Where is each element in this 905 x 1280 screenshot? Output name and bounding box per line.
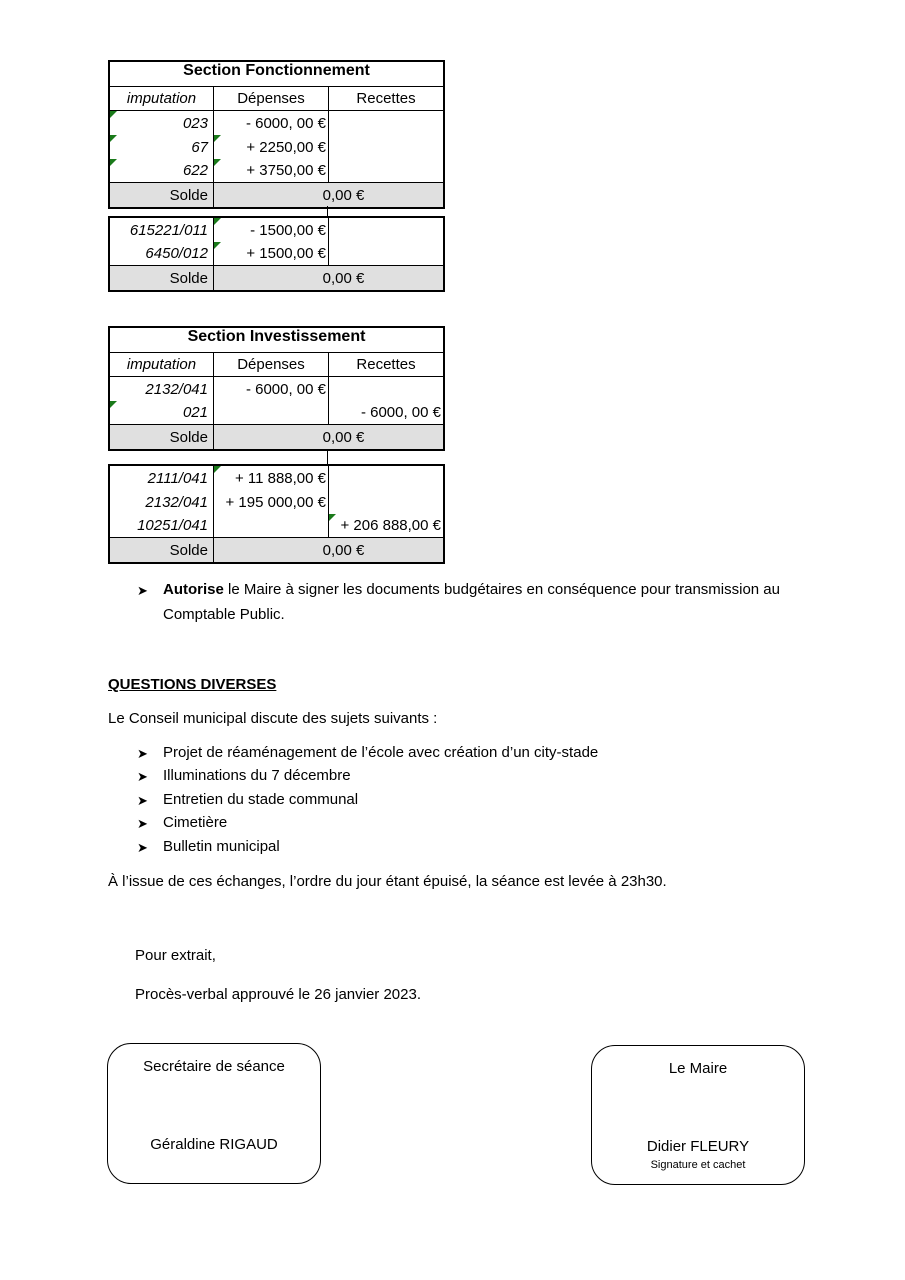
solde-row: [110, 266, 443, 290]
header-recettes: Recettes: [356, 90, 416, 107]
imputation-cell: 615221/011: [110, 218, 214, 242]
solde-value: 0,00 €: [322, 541, 365, 559]
recettes-cell: + 206 888,00 €: [329, 514, 443, 537]
recettes-cell: [329, 159, 443, 182]
header-depenses: Dépenses: [214, 87, 329, 110]
solde-label: Solde: [110, 425, 214, 449]
depenses-cell: + 3750,00 €: [214, 159, 329, 182]
recettes-cell: - 6000, 00 €: [360, 404, 441, 421]
maire-name: Didier FLEURY: [646, 1138, 750, 1155]
table-row: [110, 218, 443, 242]
imputation-cell: 023: [110, 111, 214, 135]
header-recettes: Recettes: [356, 356, 416, 373]
depenses-cell: [214, 401, 329, 424]
depenses-cell: - 6000, 00 €: [214, 377, 329, 401]
autorise-line1: le Maire à signer les documents budgétaires en conséquence pour transmission au: [223, 581, 780, 598]
fonctionnement-column-headers: [110, 87, 443, 111]
imputation-cell: 622: [110, 159, 214, 182]
autorise-bold: Autorise: [163, 581, 224, 598]
list-item: Entretien du stade communal: [163, 791, 359, 808]
solde-row: [110, 425, 443, 449]
solde-label: Solde: [110, 183, 214, 207]
table-row: [110, 135, 443, 159]
questions-intro: Le Conseil municipal discute des sujets suivants :: [108, 710, 438, 727]
recettes-cell: [329, 218, 443, 242]
secretaire-name: Géraldine RIGAUD: [150, 1136, 278, 1153]
fonctionnement-table: [108, 60, 445, 209]
maire-note: Signature et cachet: [650, 1159, 746, 1171]
depenses-cell: + 195 000,00 €: [214, 490, 329, 514]
table-row: [110, 490, 443, 514]
solde-value: 0,00 €: [322, 428, 365, 446]
list-item: Bulletin municipal: [163, 838, 280, 855]
depenses-cell: + 2250,00 €: [214, 135, 329, 159]
fonctionnement-table-2: [108, 216, 445, 292]
header-imputation: imputation: [110, 353, 214, 376]
solde-value: 0,00 €: [322, 186, 365, 204]
imputation-cell: 6450/012: [110, 242, 214, 265]
autorise-line2: Comptable Public.: [163, 606, 285, 623]
depenses-cell: - 1500,00 €: [214, 218, 329, 242]
extrait-line1: Pour extrait,: [135, 947, 216, 964]
recettes-cell: [329, 111, 443, 135]
arrowhead-bullet-icon: ➤: [137, 583, 148, 598]
table-connector-line: [327, 449, 328, 465]
table-row: [110, 466, 443, 490]
secretaire-signature-box: [107, 1043, 321, 1184]
recettes-cell: [329, 377, 443, 401]
arrowhead-bullet-icon: ➤: [137, 816, 148, 831]
depenses-cell: [214, 514, 329, 537]
maire-signature-box: [591, 1045, 805, 1185]
list-item: Cimetière: [163, 814, 228, 831]
investissement-table-2: [108, 464, 445, 564]
solde-row: [110, 538, 443, 562]
recettes-cell: [329, 490, 443, 514]
solde-value: 0,00 €: [322, 269, 365, 287]
table-row: [110, 514, 443, 538]
arrowhead-bullet-icon: ➤: [137, 793, 148, 808]
investissement-column-headers: [110, 353, 443, 377]
imputation-cell: 2132/041: [110, 490, 214, 514]
arrowhead-bullet-icon: ➤: [137, 840, 148, 855]
imputation-cell: 67: [110, 135, 214, 159]
imputation-cell: 021: [110, 401, 214, 424]
arrowhead-bullet-icon: ➤: [137, 746, 148, 761]
autorise-paragraph: [163, 578, 780, 602]
solde-label: Solde: [110, 266, 214, 290]
table-row: [110, 242, 443, 266]
extrait-line2: Procès-verbal approuvé le 26 janvier 2023.: [135, 986, 422, 1003]
imputation-cell: 10251/041: [110, 514, 214, 537]
imputation-cell: 2111/041: [110, 466, 214, 490]
header-depenses: Dépenses: [214, 353, 329, 376]
header-imputation: imputation: [110, 87, 214, 110]
investissement-table: [108, 326, 445, 451]
investissement-title: Section Investissement: [110, 328, 443, 353]
arrowhead-bullet-icon: ➤: [137, 769, 148, 784]
depenses-cell: - 6000, 00 €: [214, 111, 329, 135]
recettes-cell: [329, 466, 443, 490]
solde-label: Solde: [110, 538, 214, 562]
maire-title: Le Maire: [668, 1060, 728, 1077]
table-row: [110, 377, 443, 401]
list-item: Illuminations du 7 décembre: [163, 767, 351, 784]
questions-heading: QUESTIONS DIVERSES: [108, 676, 277, 693]
depenses-cell: + 11 888,00 €: [214, 466, 329, 490]
table-row: [110, 159, 443, 183]
table-row: [110, 401, 443, 425]
closing-sentence: À l’issue de ces échanges, l’ordre du jour étant épuisé, la séance est levée à 23h30.: [108, 873, 667, 890]
depenses-cell: + 1500,00 €: [214, 242, 329, 265]
recettes-cell: [329, 242, 443, 265]
secretaire-title: Secrétaire de séance: [143, 1058, 285, 1075]
imputation-cell: 2132/041: [110, 377, 214, 401]
recettes-cell: [329, 135, 443, 159]
list-item: Projet de réaménagement de l’école avec création d’un city-stade: [163, 744, 599, 761]
fonctionnement-title: Section Fonctionnement: [110, 62, 443, 87]
table-row: [110, 111, 443, 135]
solde-row: [110, 183, 443, 207]
